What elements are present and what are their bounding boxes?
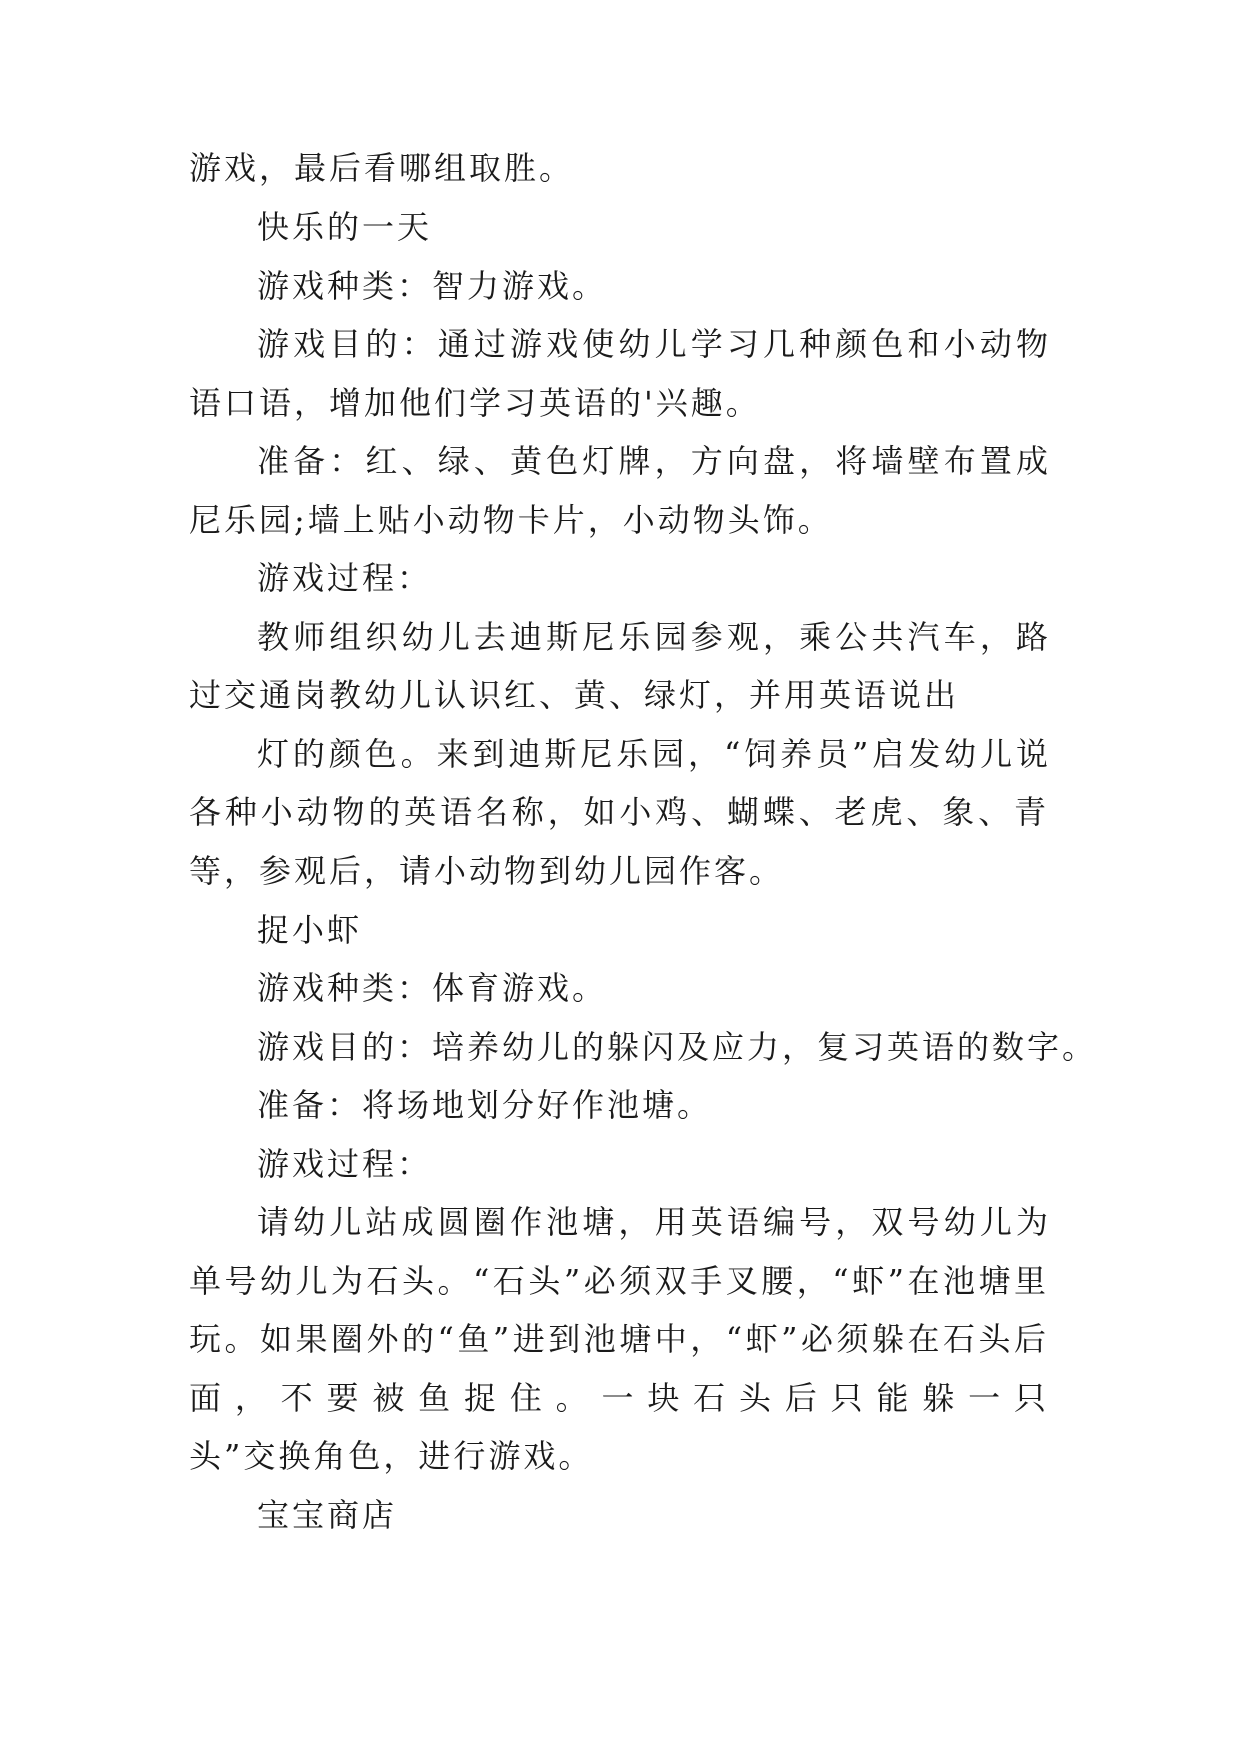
paragraph-line: 面，不要被鱼捉住。一块石头后只能躲一只 (189, 1379, 1049, 1417)
paragraph-line: 各种小动物的英语名称，如小鸡、蝴蝶、老虎、象、青 (189, 793, 1049, 831)
paragraph-line: 游戏过程： (257, 559, 433, 597)
paragraph-line: 语口语，增加他们学习英语的'兴趣。 (189, 384, 761, 422)
paragraph-line: 教师组织幼儿去迪斯尼乐园参观，乘公共汽车，路 (257, 618, 1051, 656)
paragraph-line: 头”交换角色，进行游戏。 (189, 1437, 594, 1475)
paragraph-line: 游戏，最后看哪组取胜。 (189, 149, 575, 187)
paragraph-line: 尼乐园;墙上贴小动物卡片，小动物头饰。 (189, 501, 833, 539)
paragraph-line: 过交通岗教幼儿认识红、黄、绿灯，并用英语说出 (189, 676, 960, 714)
paragraph-line: 请幼儿站成圆圈作池塘，用英语编号，双号幼儿为 (257, 1203, 1051, 1241)
paragraph-line: 游戏过程： (257, 1145, 433, 1183)
paragraph-line: 游戏目的：通过游戏使幼儿学习几种颜色和小动物 (257, 325, 1051, 363)
paragraph-line: 游戏种类：智力游戏。 (257, 267, 608, 305)
paragraph-line: 游戏种类：体育游戏。 (257, 969, 608, 1007)
paragraph-line: 游戏目的：培养幼儿的躲闪及应力，复习英语的数字。 (257, 1028, 1098, 1066)
paragraph-line: 准备：将场地划分好作池塘。 (257, 1086, 713, 1124)
paragraph-line: 等，参观后，请小动物到幼儿园作客。 (189, 852, 785, 890)
paragraph-line: 单号幼儿为石头。“石头”必须双手叉腰，“虾”在池塘里 (189, 1262, 1049, 1300)
paragraph-line: 玩。如果圈外的“鱼”进到池塘中，“虾”必须躲在石头后 (189, 1320, 1049, 1358)
section-title-happy-day: 快乐的一天 (257, 208, 433, 246)
section-title-catch-shrimp: 捉小虾 (257, 911, 363, 949)
paragraph-line: 灯的颜色。来到迪斯尼乐园，“饲养员”启发幼儿说 (257, 735, 1051, 773)
section-title-baby-store: 宝宝商店 (257, 1496, 398, 1534)
paragraph-line: 准备：红、绿、黄色灯牌，方向盘，将墙壁布置成 (257, 442, 1051, 480)
